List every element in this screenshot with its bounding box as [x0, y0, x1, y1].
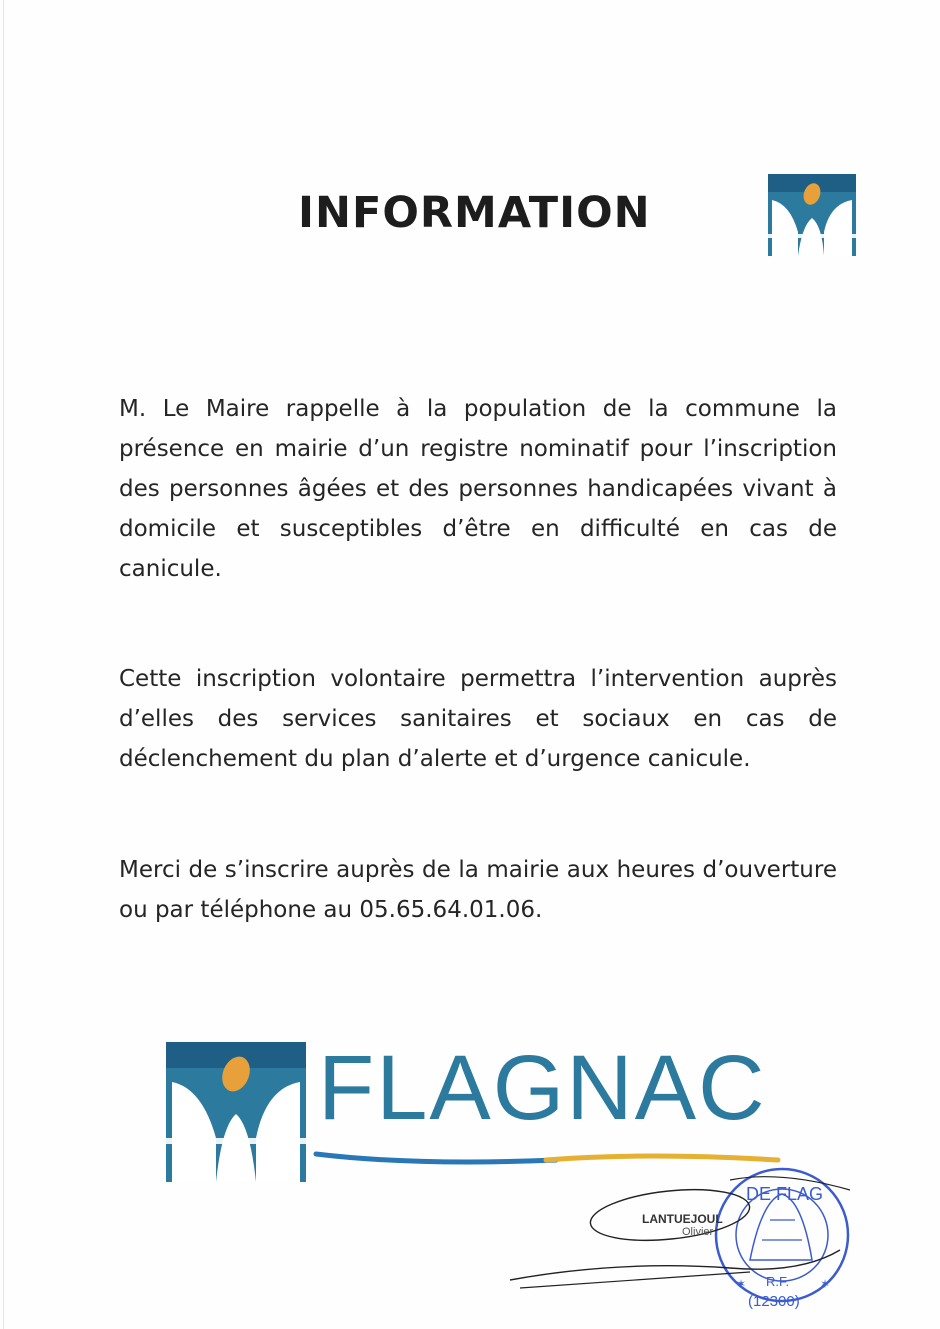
signer-name: LANTUEJOUL: [642, 1212, 723, 1226]
svg-text:DE FLAG: DE FLAG: [746, 1184, 824, 1204]
paragraph-registry: M. Le Maire rappelle à la population de la commune la présence en mairie d’un registre nominatif pour l’inscription des personnes âgées et des personnes handicapées vivant à domicile et susceptibles d’être en difficulté en cas de canicule.: [119, 396, 837, 582]
svg-text:✶: ✶: [736, 1277, 747, 1291]
signer-first-name: Olivier: [682, 1226, 714, 1238]
page-title: INFORMATION: [298, 188, 651, 238]
flagnac-small-logo-icon: [768, 174, 856, 256]
paragraph-intervention: Cette inscription volontaire permettra l’intervention auprès d’elles des services sanitaires et sociaux en cas de déclenchement du plan d’alerte et d’urgence canicule.: [119, 666, 837, 772]
svg-text:✶: ✶: [820, 1277, 831, 1291]
svg-text:(12300): (12300): [748, 1293, 800, 1310]
scan-edge: [3, 0, 4, 1329]
paragraph-contact: Merci de s’inscrire auprès de la mairie aux heures d’ouverture ou par téléphone au 05.65.64.01.06.: [119, 857, 837, 923]
official-stamp-icon: [500, 1160, 860, 1320]
brand-name: FLAGNAC: [318, 1037, 767, 1139]
svg-text:R.F.: R.F.: [766, 1274, 790, 1289]
